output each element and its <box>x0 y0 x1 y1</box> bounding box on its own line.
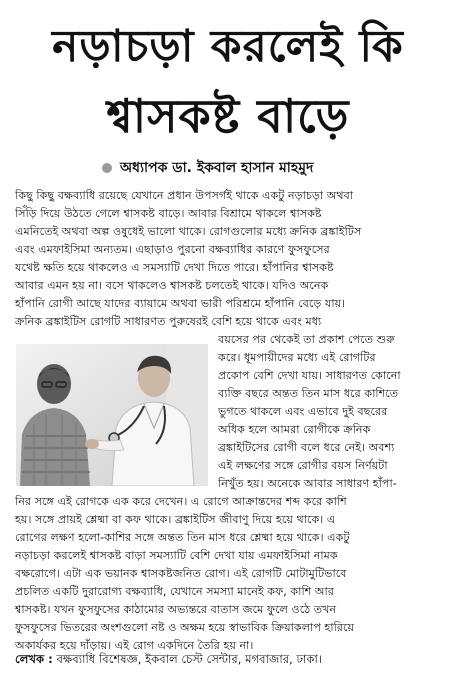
author-name: অধ্যাপক ডা. ইকবাল হাসান মাহমুদ <box>120 160 314 176</box>
body-line: সিঁড়ি দিয়ে উঠতে গেলে শ্বাসকষ্ট বাড়ে। আবার বিশ্রামে থাকলে শ্বাসকষ্ট <box>15 207 322 220</box>
body-line: ক্রনিক ব্রঙ্কাইটিস রোগটি সাধারণত পুরুষেরই বেশি হয়ে থাকে এবং মধ্য <box>15 315 322 328</box>
author-credit <box>15 650 322 668</box>
body-line: ভুগতে থাকলে এবং এভাবে দুই বছরের <box>218 405 388 418</box>
body-line: বক্ষরোগে। এটা এক ভয়ানক শ্বাসকষ্টজনিত রোগ। এই রোগটি মোটামুটিভাবে <box>15 567 347 580</box>
body-line: আবার এমন হয় না। বসে থাকলেও শ্বাসকষ্ট চলতেই থাকে। যদিও অনেক <box>15 279 329 292</box>
body-line: শ্বাসকষ্ট। যখন ফুসফুসের কাঠামোর অভ্যন্তরে বাতাস জমে ফুলে ওঠে তখন <box>15 603 337 616</box>
body-line: কিছু কিছু বক্ষব্যাধি রয়েছে যেখানে প্রধান উপসর্গই থাকে একটু নড়াচড়া অথবা <box>15 189 354 202</box>
body-line: রোগের লক্ষণ হলো-কাশির সঙ্গে অন্তত তিন মাস ধরে শ্লেষ্মা হয়ে থাকে। একটু <box>15 531 350 544</box>
body-line: বয়সের পর থেকেই তা প্রকাশ পেতে শুরু <box>218 333 395 346</box>
body-line: হয়। সঙ্গে প্রায়ই শ্লেষ্মা বা কফ থাকে। ব্রঙ্কাইটিস জীবাণু দিয়ে হয়ে থাকে। এ <box>15 513 336 526</box>
body-line: এই লক্ষণের সঙ্গে রোগীর বয়স নির্ণয়টা <box>218 459 388 472</box>
byline <box>102 159 313 177</box>
headline-line-1: নড়াচড়া করলেই কি <box>52 21 404 72</box>
headline-line-2: শ্বাসকষ্ট বাড়ে <box>106 89 350 143</box>
bullet-icon <box>102 163 112 173</box>
doctor-patient-photo <box>16 344 208 486</box>
body-line: এবং এমফাইসিমা অন্যতম। এছাড়াও পুরনো বক্ষব্যাধির কারণে ফুসফুসের <box>15 243 330 256</box>
body-line: প্রচলিত একটি দুরারোগ্য বক্ষব্যাধি, যেখানে সমস্যা মানেই কফ, কাশি আর <box>15 585 335 598</box>
body-line: নিখুঁত হয়। অনেকে আবার সাধারণ হাঁপা- <box>218 477 397 490</box>
body-line: ব্যক্তি বছরে অন্তত তিন মাস ধরে কাশিতে <box>218 387 399 400</box>
body-line: হাঁপানি রোগী আছে যাদের ব্যায়ামে অথবা ভারী পরিশ্রমে হাঁপানি বেড়ে যায়। <box>15 297 346 310</box>
body-line: প্রকোপ বেশি দেখা যায়। সাধারণত কোনো <box>218 369 401 382</box>
body-line: করে। ধূমপায়ীদের মধ্যে এই রোগটির <box>218 351 376 364</box>
body-line: যথেষ্ট ক্ষতি হয়ে থাকলেও এ সমস্যাটি দেখা দিতে পারে। হাঁপানির শ্বাসকষ্ট <box>15 261 334 274</box>
author-details: বক্ষব্যাধি বিশেষজ্ঞ, ইকবাল চেস্ট সেন্টার, মগবাজার, ঢাকা। <box>56 652 323 666</box>
author-label: লেখক : <box>15 652 53 666</box>
body-line: এমনিতেই অথবা অল্প ওষুধেই ভালো থাকে। রোগগুলোর মধ্যে ক্রনিক ব্রঙ্কাইটিস <box>15 225 362 238</box>
body-line: নড়াচড়া করলেই শ্বাসকষ্ট বাড়া সমস্যাটি বেশি দেখা যায় এমফাইসিমা নামক <box>15 549 338 562</box>
body-line: অকার্যকর হয়ে দাঁড়ায়। এই রোগ একদিনে তৈরি হয় না। <box>15 639 254 652</box>
body-line: নির সঙ্গে এই রোগকে এক করে দেখেন। এ রোগে আক্রান্তদের শব্দ করে কাশি <box>15 495 347 508</box>
body-line: ব্রঙ্কাইটিসের রোগী বলে ধরে নেই। অবশ্য <box>218 441 395 454</box>
body-line: ফুসফুসের ভিতরের অংশগুলো নষ্ট ও অক্ষম হয়ে স্বাভাবিক ক্রিয়াকলাপ হারিয়ে <box>15 621 355 634</box>
body-line: অধিক হলে আমরা রোগীকে ক্রনিক <box>218 423 371 436</box>
